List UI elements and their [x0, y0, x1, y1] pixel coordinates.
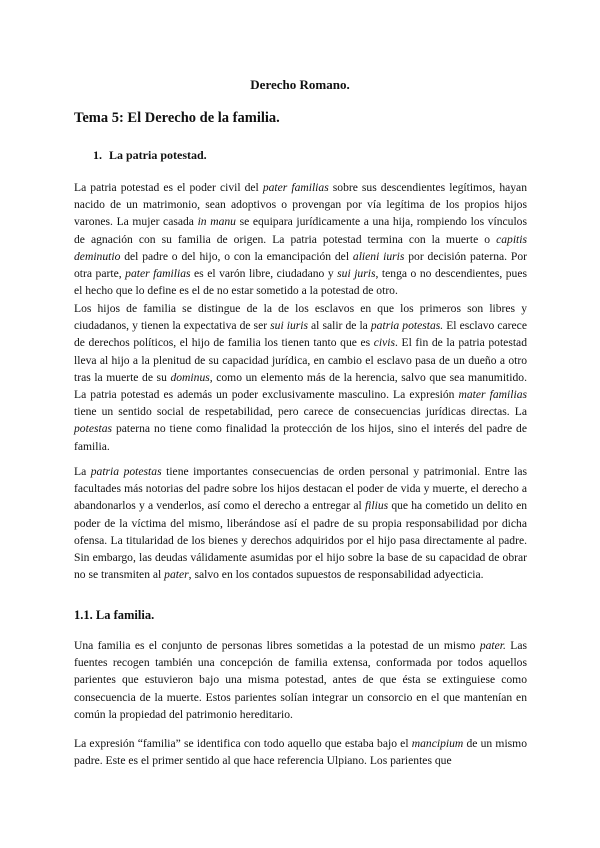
latin-term: filius — [364, 499, 389, 513]
section-number: 1. — [93, 148, 102, 162]
text-run: Las fuentes recogen también una concepción de familia extensa, conformada por todos aquellos parientes que estuvieron bajo una misma potestad, antes de que ésta se extinguiese como consecuencia de la muerte. Estos parientes solían integrar un consorcio en el que mantenían en común la propiedad del patrimonio hereditario. — [74, 639, 527, 721]
paragraph-familia-definition — [74, 637, 527, 723]
text-run: La patria potestad es el poder civil del — [74, 181, 263, 194]
text-run: tiene importantes consecuencias de orden personal y patrimonial. Entre las facultades más notorias del padre sobre los hijos destacan el poder de vida y muerte, el derecho a abandonarlos y a venderlos, así como el derecho a entregar al — [74, 465, 527, 513]
section-heading — [93, 148, 207, 163]
section-title: La patria potestad. — [109, 148, 207, 162]
text-run: El esclavo carece de derechos políticos, el hijo de familia los tienen tanto que es — [74, 319, 527, 350]
paragraph-hijos-de-familia — [74, 300, 527, 455]
latin-term: alieni iuris — [352, 249, 405, 263]
latin-term: pater familias — [262, 181, 329, 194]
paragraph-patria-potestad-definition — [74, 179, 527, 299]
chapter-heading: Tema 5: El Derecho de la familia. — [74, 110, 280, 126]
text-run: es el varón libre, ciudadano y — [190, 267, 338, 281]
latin-term: patria potestas — [90, 465, 162, 478]
document-title: Derecho Romano. — [250, 77, 350, 92]
text-run: paterna no tiene como finalidad la protección de los hijos, sino el interés del padre de familia. — [74, 422, 527, 453]
paragraph-consecuencias — [74, 463, 527, 583]
latin-term: sui juris — [337, 267, 376, 281]
latin-term: mancipium — [411, 737, 464, 750]
subsection-heading: 1.1. La familia. — [74, 608, 155, 622]
latin-term: in manu — [197, 215, 236, 229]
latin-term: pater — [164, 568, 189, 582]
text-run: Una familia es el conjunto de personas libres sometidas a la potestad de un mismo — [74, 639, 480, 652]
text-run: tiene un sentido social de respetabilidad, pero carece de consecuencias jurídicas directas. La — [74, 405, 527, 419]
text-run: que ha cometido un delito en poder de la víctima del mismo, liberándose así el padre de su propia responsabilidad por dicha ofensa. La titularidad de los bienes y derechos adquiridos por el hijo pasa directamente al padre. Sin embargo, las deudas válidamente asumidas por el hijo sobre la base de su capacidad de obrar no se transmiten al — [74, 499, 528, 582]
latin-term: capitis deminutio — [74, 232, 527, 263]
latin-term: potestas — [74, 422, 113, 436]
latin-term: pater. — [479, 639, 506, 652]
text-run: , salvo en los contados supuestos de responsabilidad adyecticia. — [188, 568, 484, 582]
text-run: como un elemento más de la herencia, salvo que sea manumitido. La patria potestad es además un poder exclusivamente masculino. La expresión — [74, 370, 527, 402]
latin-term: patria potestas. — [370, 319, 444, 333]
text-run: La — [74, 465, 91, 478]
text-run: . El fin de la patria potestad lleva al hijo a la plenitud de su capacidad jurídica, en cambio el esclavo pasa de un dueño a otro tras la muerte de su — [74, 336, 527, 384]
text-run: , tenga o no descendientes, pues el hecho que lo define es el de no estar sometido a la potestad de otro. — [74, 267, 528, 298]
text-run: al salir de la — [307, 319, 371, 333]
text-run: Los hijos de familia se distingue de la de los esclavos en que los primeros son libres y ciudadanos, y tienen la expectativa de ser — [74, 302, 527, 333]
text-run: sobre sus descendientes legítimos, hayan nacido de un matrimonio, sean adoptivos o provengan por vía legítima de los propios hijos varones. La mujer casada — [74, 181, 528, 229]
text-run: del padre o del hijo, o con la emancipación del — [120, 249, 353, 263]
latin-term: dominus, — [170, 370, 213, 384]
text-run: de un mismo padre. Este es el primer sentido al que hace referencia Ulpiano. Los parientes que — [74, 737, 527, 768]
latin-term: mater familias — [458, 388, 528, 402]
paragraph-familia-expresion — [74, 735, 527, 769]
latin-term: pater familias — [125, 267, 191, 281]
text-run: La expresión “familia” se identifica con todo aquello que estaba bajo el — [74, 737, 412, 750]
latin-term: sui iuris — [270, 319, 308, 333]
text-run: se equipara jurídicamente a una hija, rompiendo los vínculos de agnación con su familia de origen. La patria potestad termina con la muerte o — [74, 215, 527, 246]
latin-term: civis — [373, 336, 395, 350]
text-run: por decisión paterna. Por otra parte, — [74, 249, 527, 281]
